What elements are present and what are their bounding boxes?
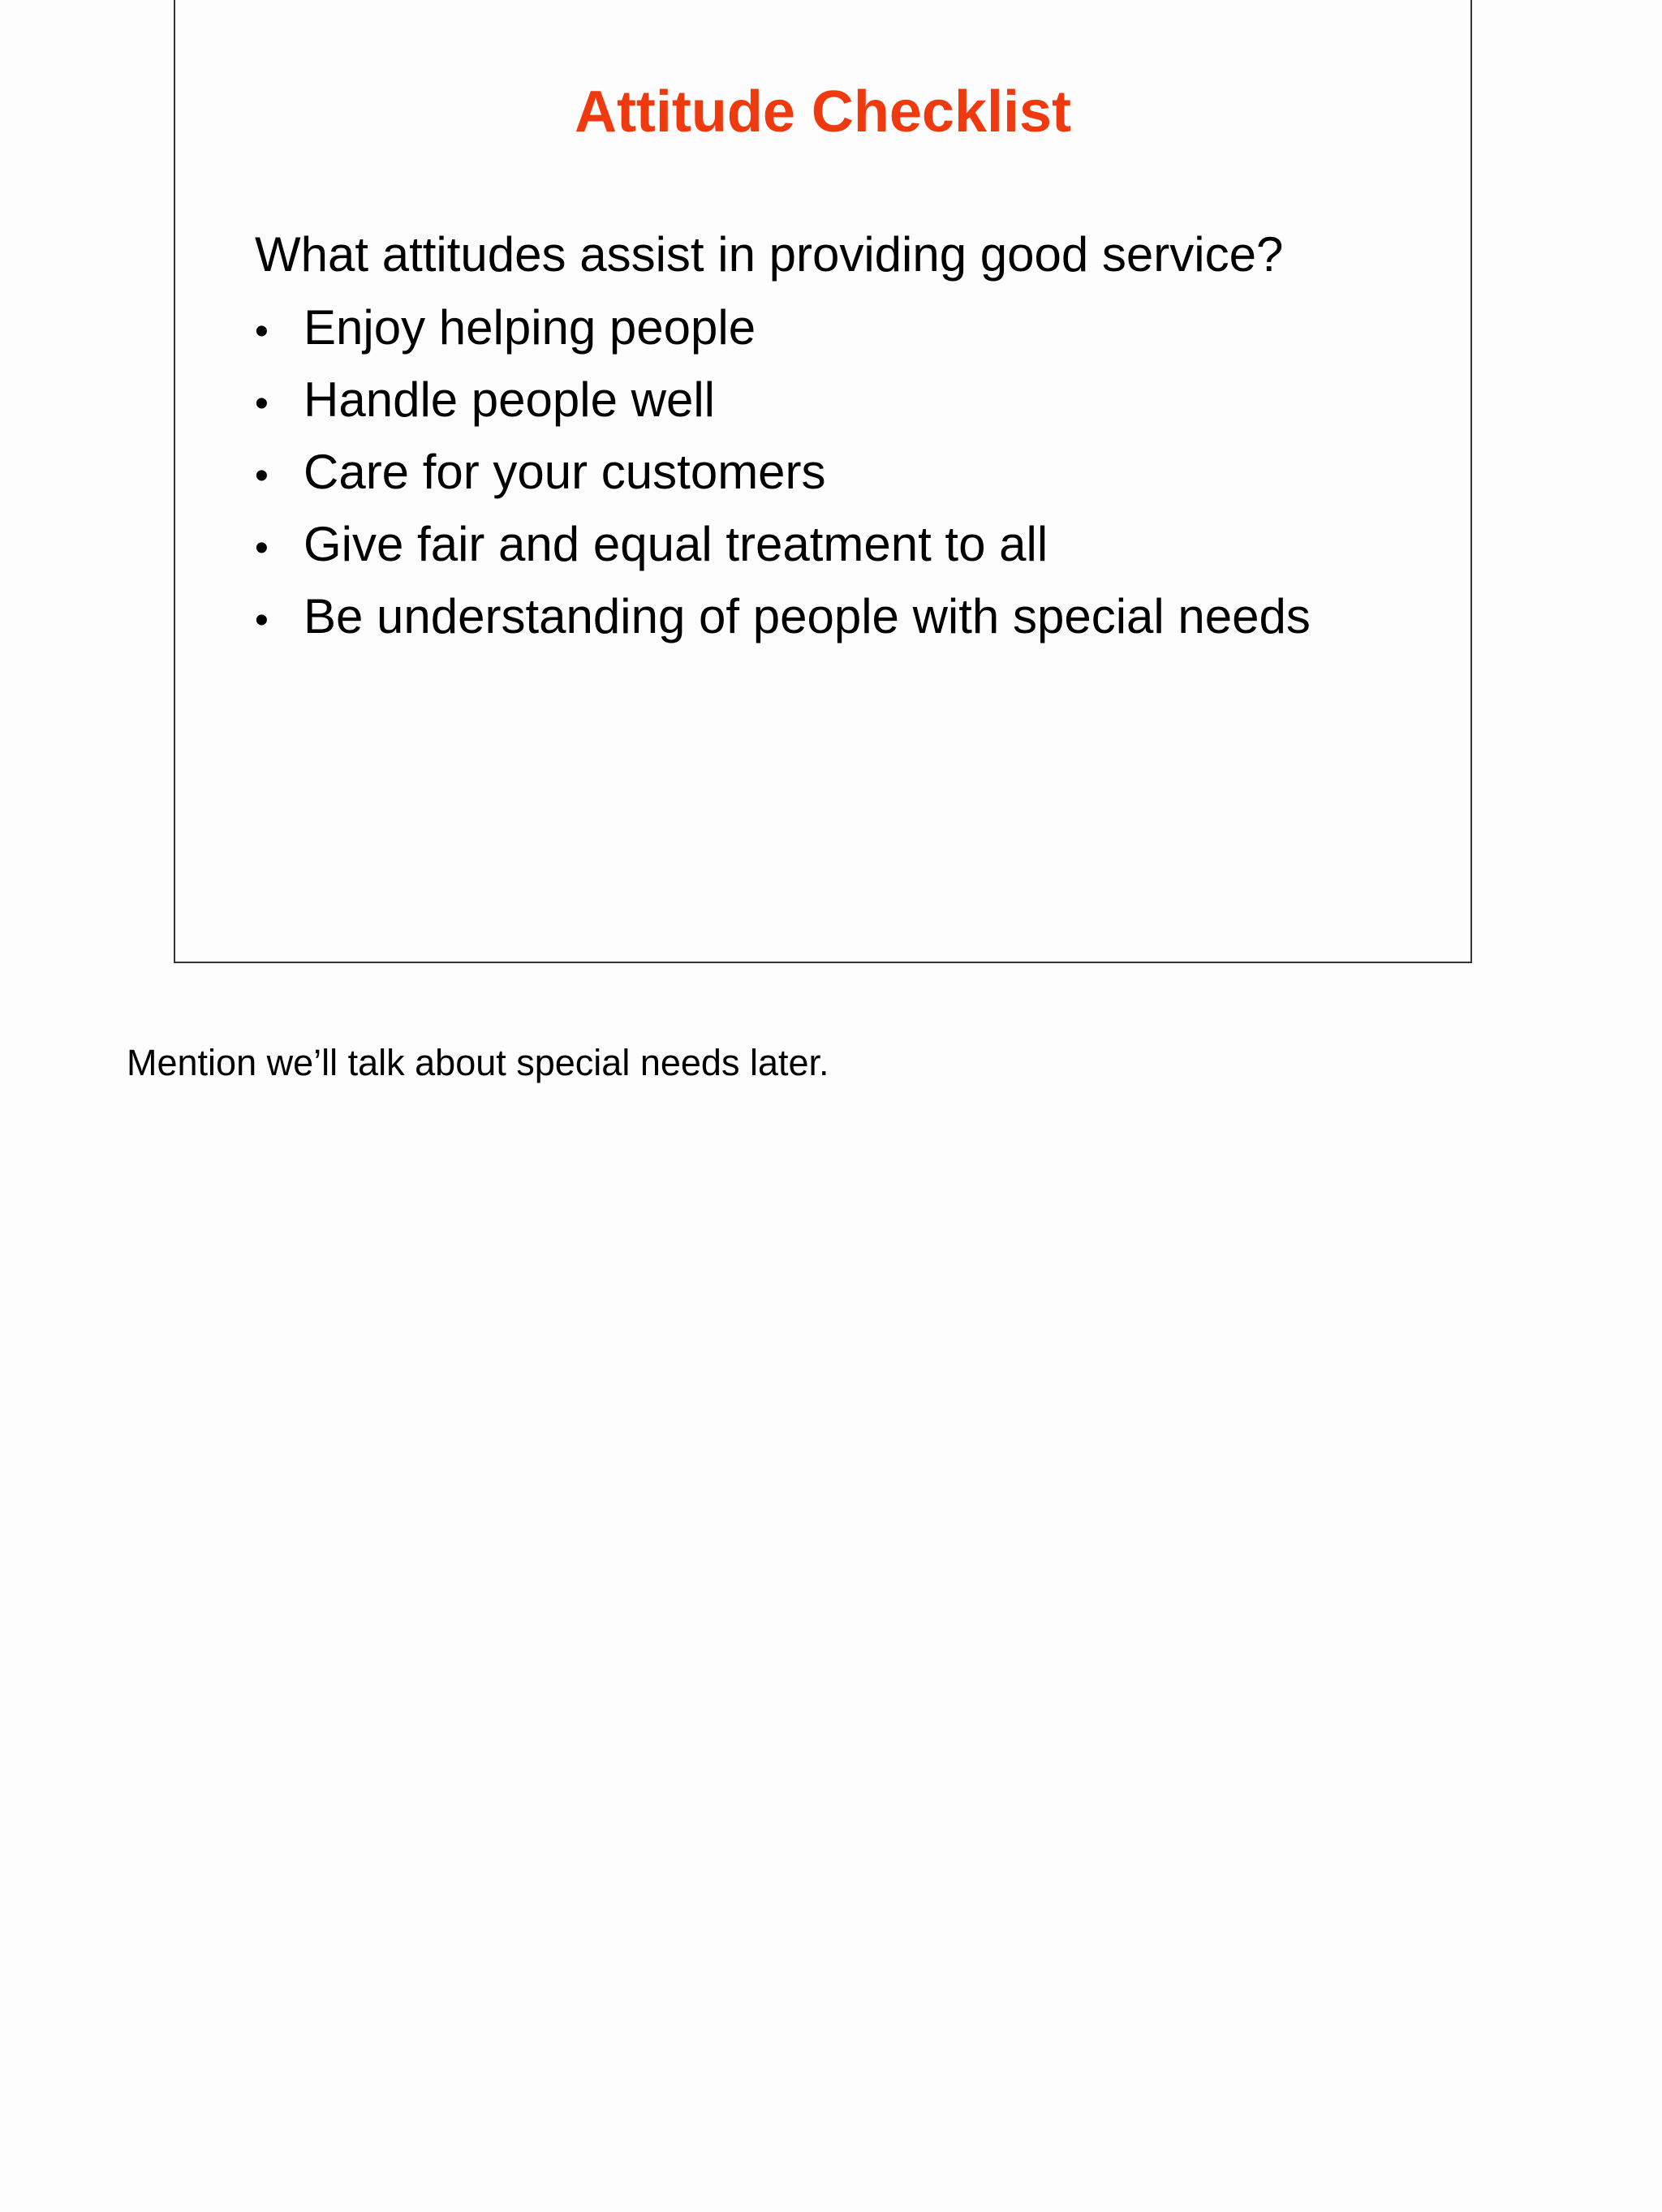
list-item	[255, 371, 1311, 443]
bullet-icon: •	[255, 382, 269, 425]
slide-frame	[174, 0, 1472, 963]
bullet-text: Be understanding of people with special needs	[304, 589, 1311, 643]
bullet-text: Handle people well	[304, 372, 716, 427]
bullet-text: Enjoy helping people	[304, 300, 756, 355]
list-item	[255, 515, 1311, 587]
list-item	[255, 443, 1311, 515]
list-item	[255, 299, 1311, 371]
bullet-icon: •	[255, 454, 269, 497]
bullet-icon: •	[255, 310, 269, 353]
bullet-icon: •	[255, 527, 269, 570]
bullet-list	[255, 299, 1311, 660]
bullet-text: Give fair and equal treatment to all	[304, 517, 1048, 571]
bullet-text: Care for your customers	[304, 445, 826, 499]
bullet-icon: •	[255, 599, 269, 642]
speaker-note: Mention we’ll talk about special needs later.	[127, 1042, 829, 1083]
slide-question: What attitudes assist in providing good service?	[255, 227, 1284, 282]
list-item	[255, 587, 1311, 660]
slide-title: Attitude Checklist	[574, 80, 1072, 144]
